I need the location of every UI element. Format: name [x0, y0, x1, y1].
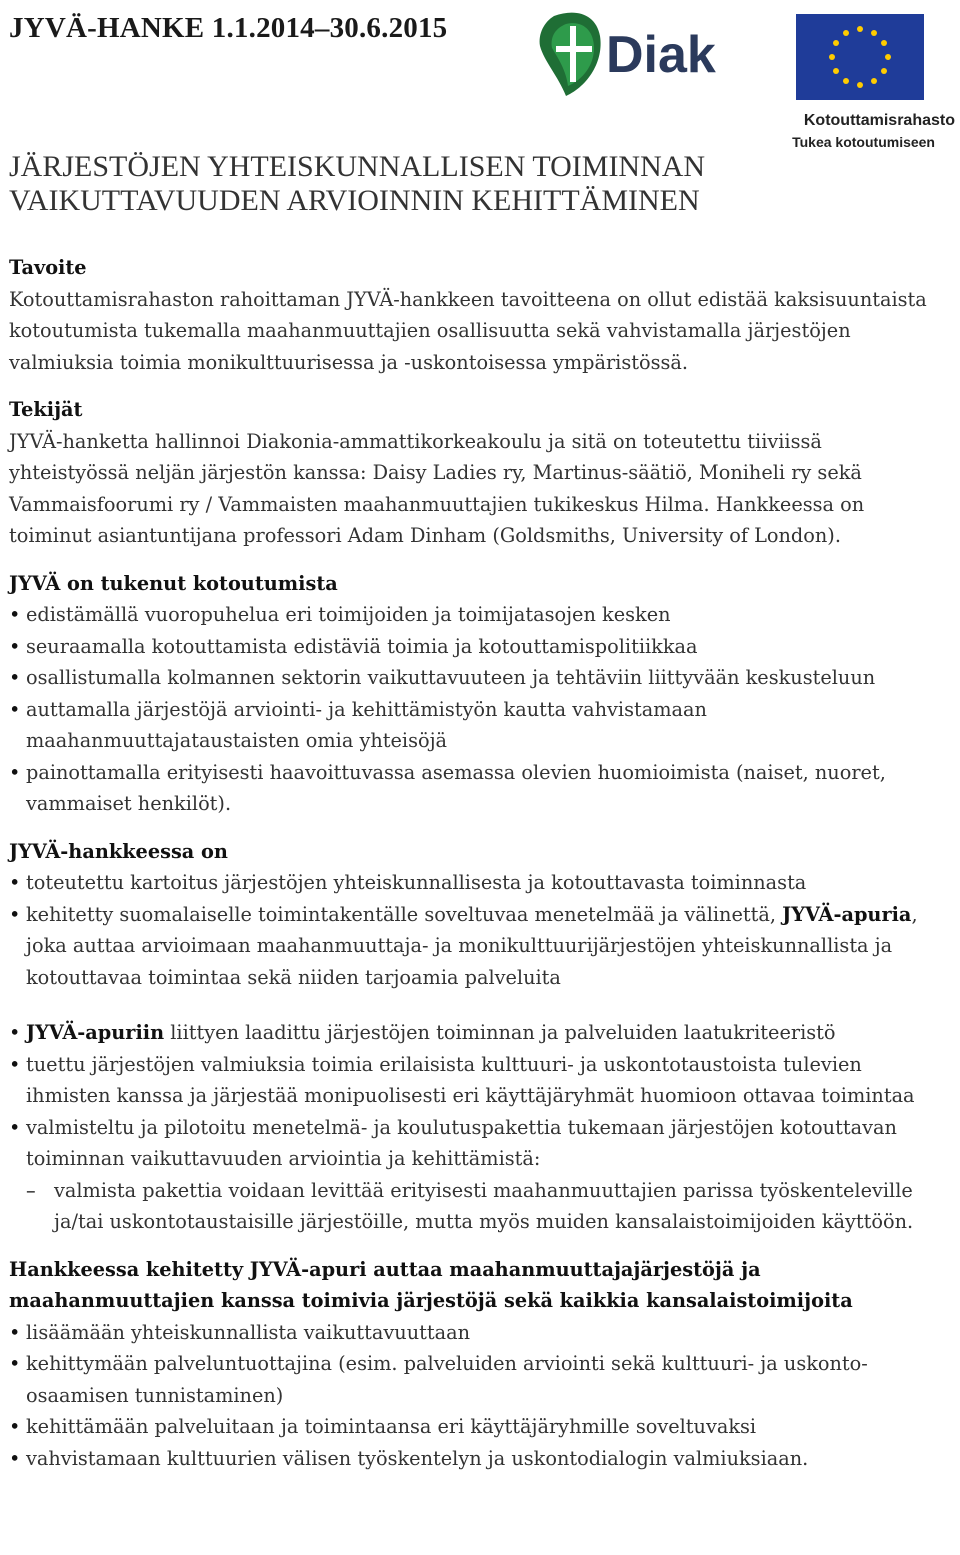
list-item: • osallistumalla kolmannen sektorin vaikuttavuuteen ja tehtäviin liittyvään keskusteluun — [9, 662, 929, 694]
tavoite-heading: Tavoite — [9, 256, 87, 279]
section-apuri — [9, 1254, 929, 1475]
hankkeessa-list-continued — [9, 1017, 929, 1238]
hankkeessa-heading: JYVÄ-hankkeessa on — [9, 839, 228, 863]
jyva-apuriin-term: JYVÄ-apuriin — [26, 1021, 165, 1044]
diak-logo — [536, 6, 736, 102]
list-item: • vahvistamaan kulttuurien välisen työskentelyn ja uskontodialogin valmiuksiaan. — [9, 1443, 929, 1475]
tukenut-list — [9, 599, 929, 820]
item-text: , joka auttaa arvioimaan maahanmuuttaja- ja monikulttuurijärjestöjen yhteiskunnallista ja kotouttavaa toimintaa sekä niiden tarjoamia palveluita — [26, 902, 918, 989]
tukenut-heading: JYVÄ on tukenut kotoutumista — [9, 571, 338, 595]
tavoite-text: Kotouttamisrahaston rahoittaman JYVÄ-hankkeen tavoitteena on ollut edistää kaksisuuntaista kotoutumista tukemalla maahanmuuttajien osallisuutta sekä vahvistamalla järjestöjen valmiuksia toimia monikulttuurisessa ja -uskontoisessa ympäristössä. — [9, 287, 927, 374]
list-item: • kehittämään palveluitaan ja toimintaansa eri käyttäjäryhmille soveltuvaksi — [9, 1411, 929, 1443]
list-item: • seuraamalla kotouttamista edistäviä toimia ja kotouttamispolitiikkaa — [9, 631, 929, 663]
item-text: kehitetty suomalaiselle toimintakentälle soveltuvaa menetelmää ja välinettä, — [26, 902, 783, 926]
eu-kotouttamisrahasto-logo — [770, 10, 956, 155]
list-item: • lisäämään yhteiskunnallista vaikuttavuuttaan — [9, 1317, 929, 1349]
list-item: • kehittymään palveluntuottajina (esim. palveluiden arviointi sekä kulttuuri- ja uskonto-osaamisen tunnistaminen) — [9, 1348, 929, 1411]
jyva-apuri-term: JYVÄ-apuria — [782, 902, 912, 926]
list-item: • valmisteltu ja pilotoitu menetelmä- ja koulutuspakettia tukemaan järjestöjen kotouttavan toiminnan vaikuttavuuden arviointia ja kehittämistä: — [9, 1112, 929, 1175]
list-item: • toteutettu kartoitus järjestöjen yhteiskunnallisesta ja kotouttavasta toiminnasta — [9, 867, 929, 899]
list-item: • edistämällä vuoropuhelua eri toimijoiden ja toimijatasojen kesken — [9, 599, 929, 631]
section-tukenut — [9, 568, 929, 820]
eu-logo-line2: Tukea kotoutumiseen — [792, 134, 935, 150]
main-title-line1: JÄRJESTÖJEN YHTEISKUNNALLISEN TOIMINNAN — [9, 150, 706, 183]
section-tavoite — [9, 252, 929, 378]
document-body — [9, 252, 929, 1490]
hankkeessa-list — [9, 867, 929, 993]
diak-logo-text: Diak — [606, 26, 716, 84]
item-text: liittyen laadittu järjestöjen toiminnan ja palveluiden laatukriteeristö — [164, 1021, 836, 1044]
project-title: JYVÄ-HANKE 1.1.2014–30.6.2015 — [9, 12, 448, 44]
list-item: • tuettu järjestöjen valmiuksia toimia erilaisista kulttuuri- ja uskontotaustoista tulevien ihmisten kanssa ja järjestää monipuolisesti eri käyttäjäryhmät huomioon ottavaa toimintaa — [9, 1049, 929, 1112]
list-item: • painottamalla erityisesti haavoittuvassa asemassa olevien huomioimista (naiset, nuoret, vammaiset henkilöt). — [9, 757, 929, 820]
apuri-heading: Hankkeessa kehitetty JYVÄ-apuri auttaa maahanmuuttajajärjestöjä ja maahanmuuttajien kanssa toimivia järjestöjä sekä kaikkia kansalaistoimijoita — [9, 1257, 853, 1312]
section-hankkeessa — [9, 836, 929, 1238]
sub-list-item: – valmista pakettia voidaan levittää erityisesti maahanmuuttajien parissa työskenteleville ja/tai uskontotaustaisille järjestöille, mutta myös muiden kansalaistoimijoiden käyttöön. — [9, 1175, 929, 1238]
diak-emblem-icon — [540, 13, 601, 96]
eu-logo-line1: Kotouttamisrahasto — [803, 112, 955, 129]
main-title — [9, 150, 705, 218]
tekijat-text: JYVÄ-hanketta hallinnoi Diakonia-ammattikorkeakoulu ja sitä on toteutettu tiiviissä yhteistyössä neljän järjestön kanssa: Daisy Ladies ry, Martinus-säätiö, Moniheli ry sekä Vammaisfoorumi ry / Vammaisten maahanmuuttajien tukikeskus Hilma. Hankkeessa on toiminut asiantuntijana professori Adam Dinham (Goldsmiths, University of London). — [9, 429, 865, 547]
list-item — [9, 1017, 929, 1049]
apuri-list — [9, 1317, 929, 1475]
section-tekijat — [9, 394, 929, 552]
tekijat-heading: Tekijät — [9, 398, 83, 421]
main-title-line2: VAIKUTTAVUUDEN ARVIOINNIN KEHITTÄMINEN — [9, 184, 700, 217]
list-item — [9, 899, 929, 994]
list-item: • auttamalla järjestöjä arviointi- ja kehittämistyön kautta vahvistamaan maahanmuuttajataustaisten omia yhteisöjä — [9, 694, 929, 757]
